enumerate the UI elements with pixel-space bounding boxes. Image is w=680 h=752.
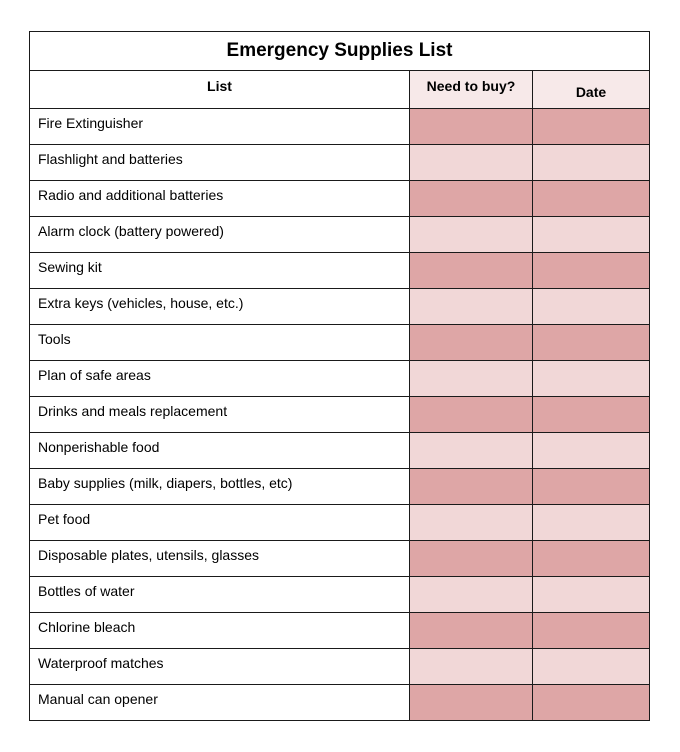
need-to-buy-cell[interactable] bbox=[410, 613, 533, 649]
table-row bbox=[30, 433, 650, 469]
need-to-buy-cell[interactable] bbox=[410, 289, 533, 325]
item-label: Fire Extinguisher bbox=[30, 109, 410, 145]
item-label: Waterproof matches bbox=[30, 649, 410, 685]
table-row bbox=[30, 181, 650, 217]
need-to-buy-cell[interactable] bbox=[410, 361, 533, 397]
need-to-buy-cell[interactable] bbox=[410, 505, 533, 541]
table-row bbox=[30, 685, 650, 721]
table-row bbox=[30, 505, 650, 541]
need-to-buy-cell[interactable] bbox=[410, 325, 533, 361]
date-cell[interactable] bbox=[533, 649, 650, 685]
date-cell[interactable] bbox=[533, 685, 650, 721]
need-to-buy-cell[interactable] bbox=[410, 397, 533, 433]
page-title: Emergency Supplies List bbox=[30, 32, 650, 71]
date-cell[interactable] bbox=[533, 145, 650, 181]
date-cell[interactable] bbox=[533, 325, 650, 361]
date-cell[interactable] bbox=[533, 181, 650, 217]
item-label: Disposable plates, utensils, glasses bbox=[30, 541, 410, 577]
table-row bbox=[30, 289, 650, 325]
need-to-buy-cell[interactable] bbox=[410, 685, 533, 721]
date-cell[interactable] bbox=[533, 541, 650, 577]
column-header-list: List bbox=[30, 71, 410, 109]
date-cell[interactable] bbox=[533, 397, 650, 433]
item-label: Drinks and meals replacement bbox=[30, 397, 410, 433]
date-cell[interactable] bbox=[533, 109, 650, 145]
item-label: Pet food bbox=[30, 505, 410, 541]
item-label: Radio and additional batteries bbox=[30, 181, 410, 217]
item-label: Bottles of water bbox=[30, 577, 410, 613]
item-label: Manual can opener bbox=[30, 685, 410, 721]
table-row bbox=[30, 109, 650, 145]
item-list bbox=[30, 109, 650, 721]
table-row bbox=[30, 361, 650, 397]
table-row bbox=[30, 253, 650, 289]
item-label: Sewing kit bbox=[30, 253, 410, 289]
date-cell[interactable] bbox=[533, 361, 650, 397]
table-row bbox=[30, 577, 650, 613]
need-to-buy-cell[interactable] bbox=[410, 649, 533, 685]
emergency-supplies-table bbox=[29, 31, 650, 721]
table-row bbox=[30, 469, 650, 505]
need-to-buy-cell[interactable] bbox=[410, 253, 533, 289]
need-to-buy-cell[interactable] bbox=[410, 433, 533, 469]
item-label: Nonperishable food bbox=[30, 433, 410, 469]
need-to-buy-cell[interactable] bbox=[410, 469, 533, 505]
column-header-need-to-buy: Need to buy? bbox=[410, 71, 533, 109]
need-to-buy-cell[interactable] bbox=[410, 217, 533, 253]
date-cell[interactable] bbox=[533, 469, 650, 505]
table-row bbox=[30, 325, 650, 361]
date-cell[interactable] bbox=[533, 289, 650, 325]
date-cell[interactable] bbox=[533, 253, 650, 289]
need-to-buy-cell[interactable] bbox=[410, 181, 533, 217]
date-cell[interactable] bbox=[533, 217, 650, 253]
need-to-buy-cell[interactable] bbox=[410, 145, 533, 181]
table-row bbox=[30, 397, 650, 433]
table-row bbox=[30, 217, 650, 253]
item-label: Chlorine bleach bbox=[30, 613, 410, 649]
column-header-row bbox=[30, 71, 650, 109]
need-to-buy-cell[interactable] bbox=[410, 109, 533, 145]
date-cell[interactable] bbox=[533, 433, 650, 469]
item-label: Tools bbox=[30, 325, 410, 361]
item-label: Extra keys (vehicles, house, etc.) bbox=[30, 289, 410, 325]
need-to-buy-cell[interactable] bbox=[410, 541, 533, 577]
need-to-buy-cell[interactable] bbox=[410, 577, 533, 613]
table-row bbox=[30, 145, 650, 181]
item-label: Plan of safe areas bbox=[30, 361, 410, 397]
table-row bbox=[30, 613, 650, 649]
date-cell[interactable] bbox=[533, 505, 650, 541]
table-row bbox=[30, 649, 650, 685]
item-label: Alarm clock (battery powered) bbox=[30, 217, 410, 253]
item-label: Flashlight and batteries bbox=[30, 145, 410, 181]
date-cell[interactable] bbox=[533, 613, 650, 649]
column-header-date: Date bbox=[533, 71, 650, 109]
item-label: Baby supplies (milk, diapers, bottles, etc) bbox=[30, 469, 410, 505]
table-row bbox=[30, 541, 650, 577]
date-cell[interactable] bbox=[533, 577, 650, 613]
